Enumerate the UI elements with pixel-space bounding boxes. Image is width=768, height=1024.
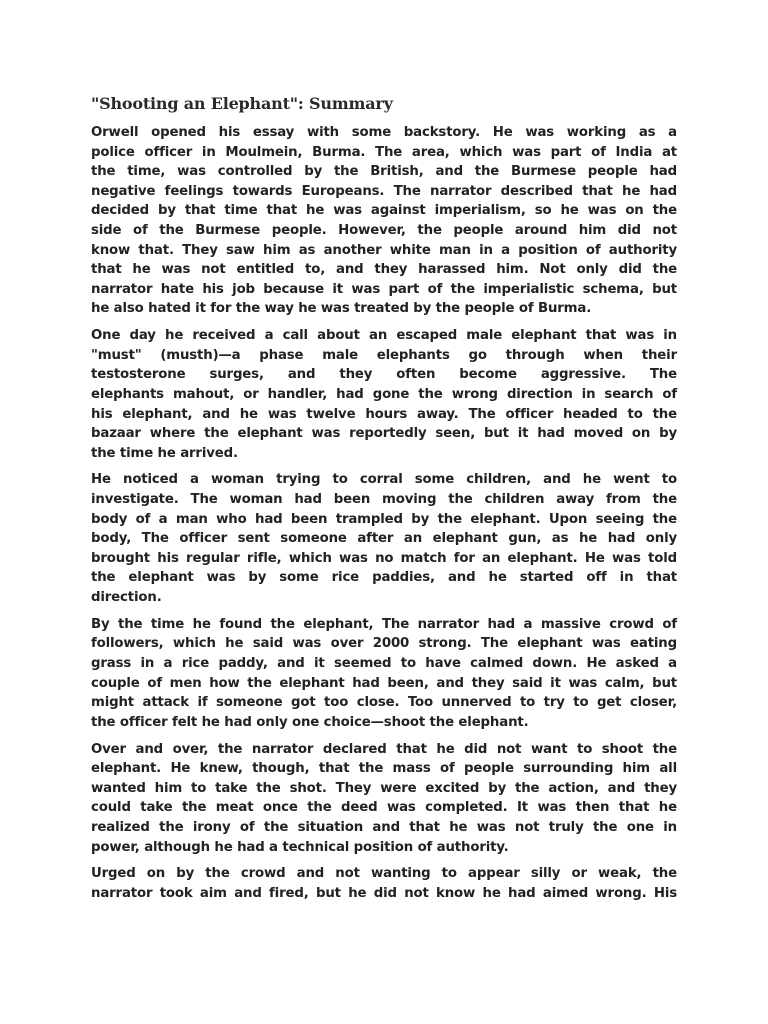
text-line: testosterone surges, and they often become aggressive. The (91, 367, 677, 383)
text-line: body, The officer sent someone after an elephant gun, as he had only (91, 531, 677, 547)
text-line: Orwell opened his essay with some backstory. He was working as a (91, 125, 677, 140)
page-title: "Shooting an Elephant": Summary (91, 94, 393, 113)
text-line: By the time he found the elephant, The narrator had a massive crowd of (91, 616, 677, 632)
text-line: narrator took aim and fired, but he did not know he had aimed wrong. His (91, 885, 677, 901)
paragraph-6 (91, 864, 677, 903)
paragraph-5 (91, 740, 677, 858)
text-line: direction. (91, 590, 162, 606)
text-line: wanted him to take the shot. They were excited by the action, and they (91, 780, 677, 796)
text-line: elephants mahout, or handler, had gone the wrong direction in search of (91, 386, 677, 402)
text-line: decided by that time that he was against imperialism, so he was on the (91, 203, 677, 219)
text-line: grass in a rice paddy, and it seemed to have calmed down. He asked a (91, 656, 677, 671)
text-line: "must" (musth)—a phase male elephants go through when their (91, 347, 677, 363)
paragraph-2 (91, 326, 677, 463)
document-body (91, 123, 677, 911)
text-line: police officer in Moulmein, Burma. The area, which was part of India at (91, 144, 677, 160)
text-line: the officer felt he had only one choice—shoot the elephant. (91, 714, 529, 730)
text-line: side of the Burmese people. However, the people around him did not (91, 222, 677, 238)
text-line: One day he received a call about an escaped male elephant that was in (91, 328, 677, 344)
text-line: power, although he had a technical position of authority. (91, 839, 509, 855)
text-line: narrator hate his job because it was part of the imperialistic schema, but (91, 281, 677, 297)
text-line: Urged on by the crowd and not wanting to appear silly or weak, the (91, 866, 677, 882)
paragraph-1 (91, 123, 677, 319)
text-line: could take the meat once the deed was completed. It was then that he (91, 800, 677, 816)
text-line: know that. They saw him as another white man in a position of authority (91, 242, 677, 258)
paragraph-3 (91, 470, 677, 607)
text-line: elephant. He knew, though, that the mass of people surrounding him all (91, 761, 677, 777)
text-line: might attack if someone got too close. Too unnerved to try to get closer, (91, 695, 677, 711)
text-line: investigate. The woman had been moving the children away from the (91, 492, 677, 508)
text-line: brought his regular rifle, which was no match for an elephant. He was told (91, 550, 677, 566)
text-line: He noticed a woman trying to corral some children, and he went to (91, 472, 677, 488)
text-line: followers, which he said was over 2000 strong. The elephant was eating (91, 636, 677, 652)
text-line: the elephant was by some rice paddies, and he started off in that (91, 570, 677, 586)
text-line: negative feelings towards Europeans. The narrator described that he had (91, 183, 677, 199)
text-line: body of a man who had been trampled by the elephant. Upon seeing the (91, 511, 677, 527)
text-line: realized the irony of the situation and that he was not truly the one in (91, 819, 677, 835)
text-line: couple of men how the elephant had been, and they said it was calm, but (91, 675, 677, 691)
text-line: Over and over, the narrator declared that he did not want to shoot the (91, 741, 677, 757)
text-line: the time, was controlled by the British, and the Burmese people had (91, 164, 677, 180)
text-line: bazaar where the elephant was reportedly seen, but it had moved on by (91, 426, 677, 442)
text-line: his elephant, and he was twelve hours away. The officer headed to the (91, 406, 677, 422)
text-line: that he was not entitled to, and they harassed him. Not only did the (91, 262, 677, 278)
text-line: he also hated it for the way he was treated by the people of Burma. (91, 301, 592, 317)
text-line: the time he arrived. (91, 445, 238, 461)
paragraph-4 (91, 615, 677, 733)
